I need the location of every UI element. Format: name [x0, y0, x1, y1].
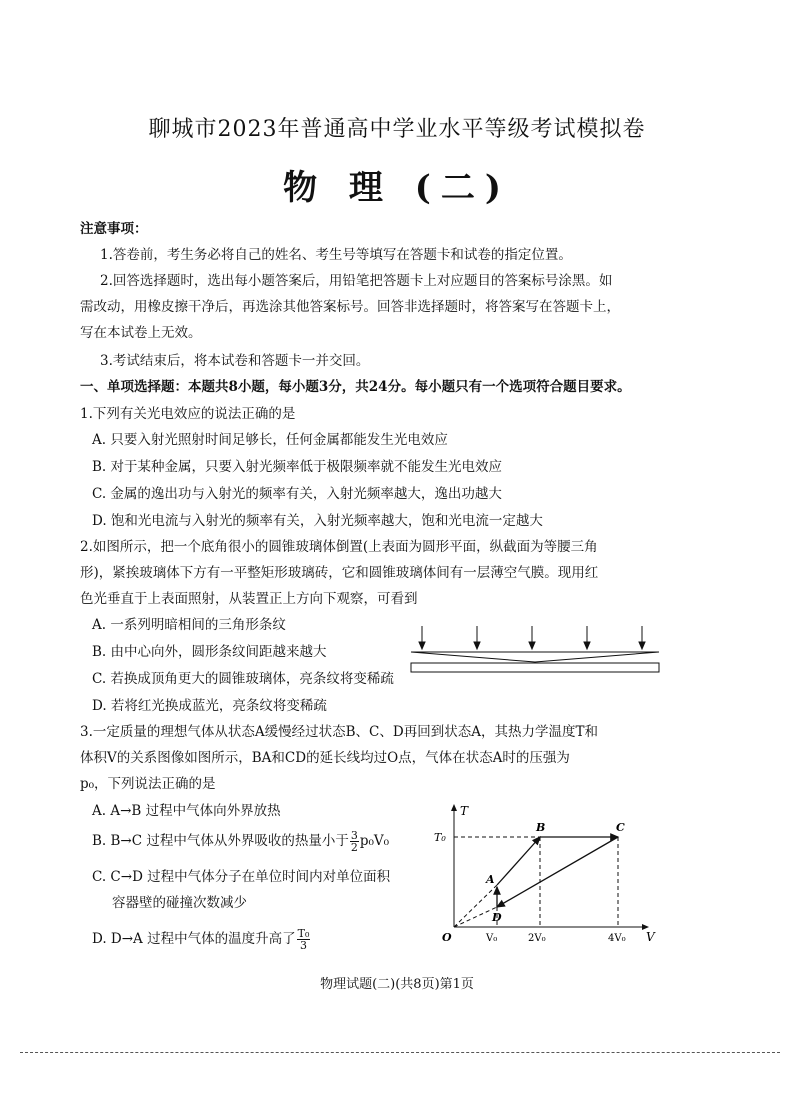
notes-heading: 注意事项：	[80, 221, 148, 237]
q2-option-a: A. 一系列明暗相间的三角形条纹	[92, 617, 286, 633]
point-c-label: C	[616, 821, 625, 834]
point-a-label: A	[486, 873, 495, 886]
q2-option-c: C. 若换成顶角更大的圆锥玻璃体，亮条纹将变稀疏	[92, 671, 394, 687]
section-1-heading: 一、单项选择题：本题共8小题，每小题3分，共24分。每小题只有一个选项符合题目要求。	[80, 379, 631, 395]
fraction	[350, 830, 359, 853]
v-axis-label: V	[646, 930, 655, 944]
light-arrow-head	[419, 642, 425, 649]
q1-option-c: C. 金属的逸出功与入射光的频率有关，入射光频率越大，逸出功越大	[92, 486, 502, 502]
light-arrow-head	[474, 642, 480, 649]
q3-option-c-line-1: C. C→D 过程中气体分子在单位时间内对单位面积	[92, 869, 391, 885]
light-arrow-head	[529, 642, 535, 649]
q3-option-b-text: B. B→C 过程中气体从外界吸收的热量小于	[92, 833, 349, 849]
v0-label: V₀	[486, 933, 498, 944]
note-1: 1.答卷前，考生务必将自己的姓名、考生号等填写在答题卡和试卷的指定位置。	[100, 247, 572, 263]
light-arrow-head	[584, 642, 590, 649]
subject-title: 物 理 (二)	[283, 168, 511, 208]
q3-option-a: A. A→B 过程中气体向外界放热	[92, 803, 281, 819]
fraction	[297, 928, 311, 951]
q3-option-d-text: D. D→A 过程中气体的温度升高了	[92, 931, 296, 947]
tv-graph	[430, 795, 670, 945]
fraction-denominator: 2	[350, 841, 358, 854]
q3-option-b-tail: p₀V₀	[359, 833, 390, 849]
note-3: 3.考试结束后，将本试卷和答题卡一并交回。	[100, 353, 370, 369]
point-d-label: D	[492, 911, 502, 924]
ba-extension	[454, 885, 497, 927]
inverted-cone	[411, 652, 659, 662]
exam-title: 聊城市2023年普通高中学业水平等级考试模拟卷	[148, 117, 646, 142]
origin-label: O	[442, 931, 452, 944]
q2-option-d: D. 若将红光换成蓝光，亮条纹将变稀疏	[92, 698, 327, 714]
point-b-label: B	[536, 821, 546, 834]
cd-extension	[454, 907, 497, 927]
2v0-label: 2V₀	[528, 933, 546, 944]
cone-glass-figure	[405, 622, 665, 678]
note-2-line-3: 写在本试卷上无效。	[80, 325, 202, 341]
q3-stem-line-2: 体积V的关系图像如图所示，BA和CD的延长线均过O点，气体在状态A时的压强为	[80, 750, 570, 766]
fraction-numerator: T₀	[297, 927, 310, 940]
note-2-line-1: 2.回答选择题时，选出每小题答案后，用铅笔把答题卡上对应题目的答案标号涂黑。如	[100, 273, 613, 289]
glass-plate	[411, 663, 659, 672]
q3-option-c-line-2: 容器壁的碰撞次数减少	[112, 895, 247, 911]
q1-option-a: A. 只要入射光照射时间足够长，任何金属都能发生光电效应	[92, 432, 448, 448]
t0-label: T₀	[434, 831, 446, 844]
page-bottom-rule	[20, 1052, 780, 1053]
q3-stem-line-3: p₀，下列说法正确的是	[80, 776, 216, 792]
q2-option-b: B. 由中心向外，圆形条纹间距越来越大	[92, 644, 327, 660]
light-arrow-head	[639, 642, 645, 649]
q2-stem-line-1: 2.如图所示，把一个底角很小的圆锥玻璃体倒置(上表面为圆形平面，纵截面为等腰三角	[80, 539, 598, 555]
process-c-d	[497, 837, 618, 907]
q1-option-d: D. 饱和光电流与入射光的频率有关，入射光频率越大，饱和光电流一定越大	[92, 513, 543, 529]
t-axis-label: T	[460, 804, 469, 818]
q2-stem-line-2: 形)，紧挨玻璃体下方有一平整矩形玻璃砖，它和圆锥玻璃体间有一层薄空气膜。现用红	[80, 565, 599, 581]
4v0-label: 4V₀	[608, 933, 626, 944]
note-2-line-2: 需改动，用橡皮擦干净后，再选涂其他答案标号。回答非选择题时，将答案写在答题卡上，	[80, 299, 620, 315]
fraction-numerator: 3	[350, 829, 358, 842]
q3-stem-line-1: 3.一定质量的理想气体从状态A缓慢经过状态B、C、D再回到状态A，其热力学温度T和	[80, 724, 598, 740]
fraction-denominator: 3	[299, 939, 307, 952]
page-footer: 物理试题(二)(共8页)第1页	[320, 977, 474, 992]
q1-option-b: B. 对于某种金属，只要入射光频率低于极限频率就不能发生光电效应	[92, 459, 503, 475]
process-a-b	[497, 837, 540, 885]
q2-stem-line-3: 色光垂直于上表面照射，从装置正上方向下观察，可看到	[80, 591, 418, 607]
q1-stem: 1.下列有关光电效应的说法正确的是	[80, 406, 296, 422]
